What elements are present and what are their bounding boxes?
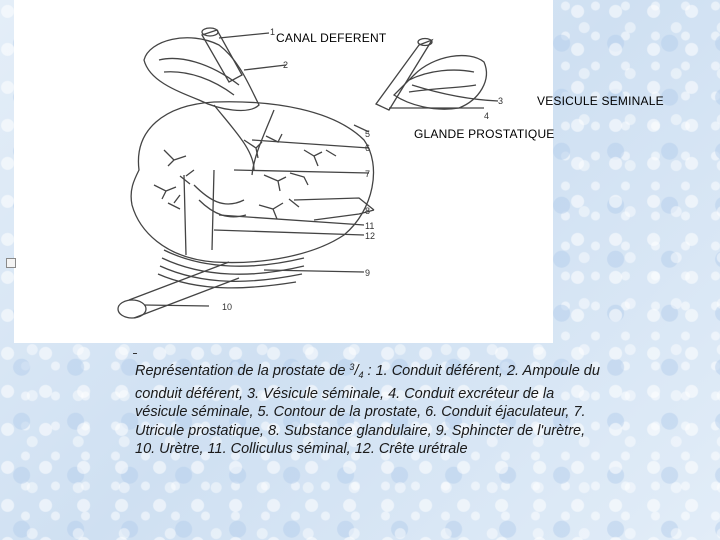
- num-9: 9: [365, 268, 371, 278]
- gland-branch-2: [154, 185, 180, 209]
- leader-1: [219, 33, 269, 38]
- figure-caption: [135, 358, 605, 459]
- caption-fraction-slash: /: [354, 363, 359, 379]
- gland-branch-4: [264, 173, 308, 191]
- num-6: 6: [365, 143, 371, 153]
- caption-bullet-mark: [133, 353, 137, 354]
- leader-7: [234, 170, 369, 173]
- gland-branch-6: [304, 150, 336, 166]
- ejaculatory-ducts: [194, 185, 246, 217]
- leader-2: [244, 65, 286, 70]
- leader-12: [214, 230, 364, 235]
- duct-right: [252, 110, 274, 175]
- sphincter-bands: [158, 250, 304, 288]
- right-vesicle-outline: [394, 56, 486, 110]
- num-2: 2: [283, 60, 289, 70]
- num-5: 5: [365, 129, 371, 139]
- leader-10: [144, 305, 209, 306]
- right-vas-deferens: [376, 40, 432, 110]
- leader-6: [252, 140, 369, 148]
- num-11: 11: [365, 221, 375, 231]
- label-vesicule-seminale: VESICULE SEMINALE: [537, 94, 664, 108]
- duct-left: [214, 105, 254, 170]
- urethra-opening: [118, 300, 146, 318]
- caption-part-1: Représentation de la prostate de: [135, 363, 350, 379]
- embedded-object-icon[interactable]: [6, 258, 16, 268]
- left-vesicle-fold-2: [164, 72, 234, 95]
- right-vesicle-fold-1: [409, 70, 474, 80]
- prostate-drawing: [14, 0, 553, 343]
- label-canal-deferent: CANAL DEFERENT: [276, 31, 387, 45]
- leader-8: [294, 198, 374, 220]
- gland-branch-1: [164, 150, 194, 184]
- caption-part-2: : 1. Conduit déférent, 2. Ampoule du conduit déférent, 3. Vésicule séminale, 4. Conduit excréteur de la vésicule séminale, 5. Contour de la prostate, 6. Conduit éjaculateur, 7. Utricule prostatique, 8. Substance glandulaire, 9. Sphincter de l'urètre, 10. Urètre, 11. Colliculus séminal, 12. Crête urétrale: [135, 363, 600, 458]
- num-7: 7: [365, 169, 371, 179]
- gland-branch-5: [259, 199, 299, 219]
- num-3: 3: [498, 96, 504, 106]
- prostate-contour: [131, 102, 376, 263]
- right-vesicle-fold-2: [409, 85, 476, 92]
- num-8: 8: [365, 206, 371, 216]
- num-4: 4: [484, 111, 490, 121]
- label-glande-prostatique: GLANDE PROSTATIQUE: [414, 127, 555, 141]
- num-10: 10: [222, 302, 233, 312]
- num-12: 12: [365, 231, 376, 241]
- prostate-illustration: [14, 0, 553, 343]
- caption-fraction-numerator: 3: [349, 362, 355, 372]
- caption-fraction-denominator: 4: [358, 370, 364, 380]
- num-1: 1: [270, 27, 276, 37]
